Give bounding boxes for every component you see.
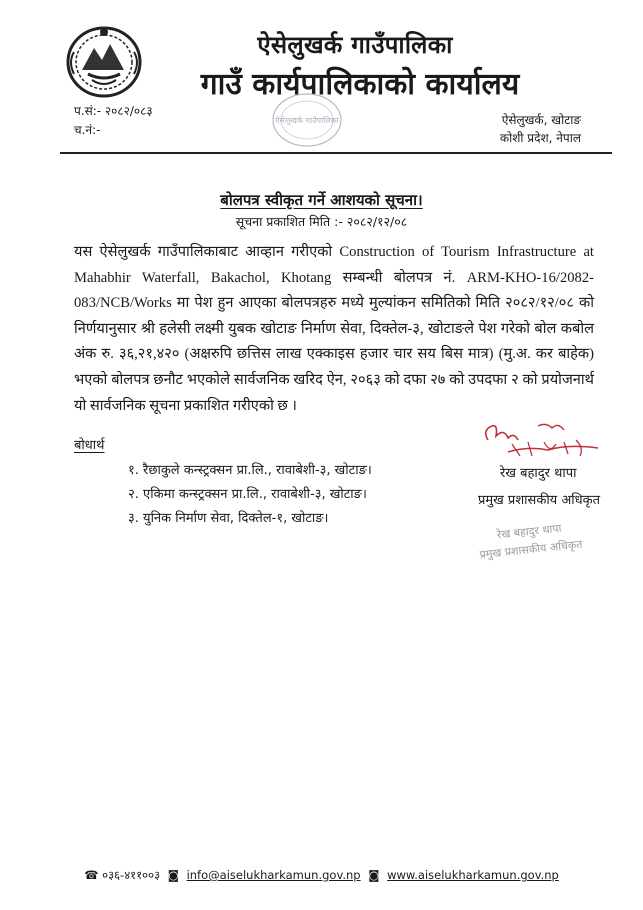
phone-icon: ☎: [84, 868, 99, 882]
stamp-name: रेख बहादुर थापा: [496, 521, 563, 542]
cc-label: बोधार्थ: [74, 438, 105, 453]
cc-item: २. एकिमा कन्स्ट्रक्सन प्रा.लि., रावाबेशी-३, खोटाङ।: [128, 487, 367, 502]
office-title: गाउँ कार्यपालिकाको कार्यालय: [200, 67, 520, 102]
notice-body: यस ऐसेलुखर्क गाउँपालिकाबाट आव्हान गरीएको Construction of Tourism Infrastructure at Mahabhir Waterfall, Bakachol, Khotang सम्बन्धी बोलपत्र नं. ARM-KHO-16/2082-083/NCB/Works मा पेश हुन आएका बोलपत्रहरु मध्ये मुल्यांकन समितिको मिति २०८२/१२/०८ को निर्णयानुसार श्री हलेसी लक्ष्मी युबक खोटाङ निर्माण सेवा, दिक्तेल-३, खोटाङले पेश गरेको बोल कबोल अंक रु. ३६,२१,४२० (अक्षरुपि छत्तिस लाख एक्काइस हजार चार सय बिस मात्र) (मु.अ. कर बाहेक) भएको बोलपत्र छनौट भएकोले सार्वजनिक खरिद ऐन, २०६३ को दफा २७ को उपदफा २ को प्रयोजनार्थ यो सार्वजनिक सूचना प्रकाशित गरीएको छ ।: [74, 244, 594, 414]
cc-item: ३. युनिक निर्माण सेवा, दिक्तेल-१, खोटाङ।: [128, 511, 329, 526]
handwritten-signature: [468, 418, 608, 462]
office-stamp-text: ऐसेलुखर्क गाउँपालिका: [275, 116, 339, 125]
footer-email-link[interactable]: info@aiselukharkamun.gov.np: [186, 868, 361, 882]
office-stamp: [250, 90, 365, 150]
cc-item: १. रैछाकुले कन्स्ट्रक्सन प्रा.लि., रावाबेशी-३, खोटाङ।: [128, 463, 372, 478]
separator-icon: ◙: [368, 868, 380, 882]
published-date: सूचना प्रकाशित मिति :- २०८२/१२/०८: [235, 214, 408, 229]
signatory-designation: प्रमुख प्रशासकीय अधिकृत: [478, 493, 601, 508]
office-name: ऐसेलुखर्क गाउँपालिका: [257, 31, 453, 59]
header-divider: [60, 152, 612, 154]
footer-contact: [0, 868, 643, 883]
stamp-designation: प्रमुख प्रशासकीय अधिकृत: [478, 537, 584, 562]
signatory-stamp: [455, 515, 605, 565]
address-line-1: ऐसेलुखर्क, खोटाङ: [501, 113, 581, 127]
dispatch-number: च.नं:-: [74, 123, 101, 137]
separator-icon: ◙: [167, 868, 179, 882]
footer-website-link[interactable]: www.aiselukharkamun.gov.np: [387, 868, 559, 882]
footer-phone: ०३६-४११००३: [102, 868, 161, 882]
nepal-emblem-logo: [62, 22, 146, 100]
address-line-2: कोशी प्रदेश, नेपाल: [499, 131, 581, 145]
reference-number: प.सं:- २०८२/०८३: [74, 104, 153, 118]
signatory-name: रेख बहादुर थापा: [500, 466, 577, 481]
notice-title: [0, 190, 643, 210]
notice-title-text: बोलपत्र स्वीकृत गर्ने आशयको सूचना।: [220, 191, 423, 209]
